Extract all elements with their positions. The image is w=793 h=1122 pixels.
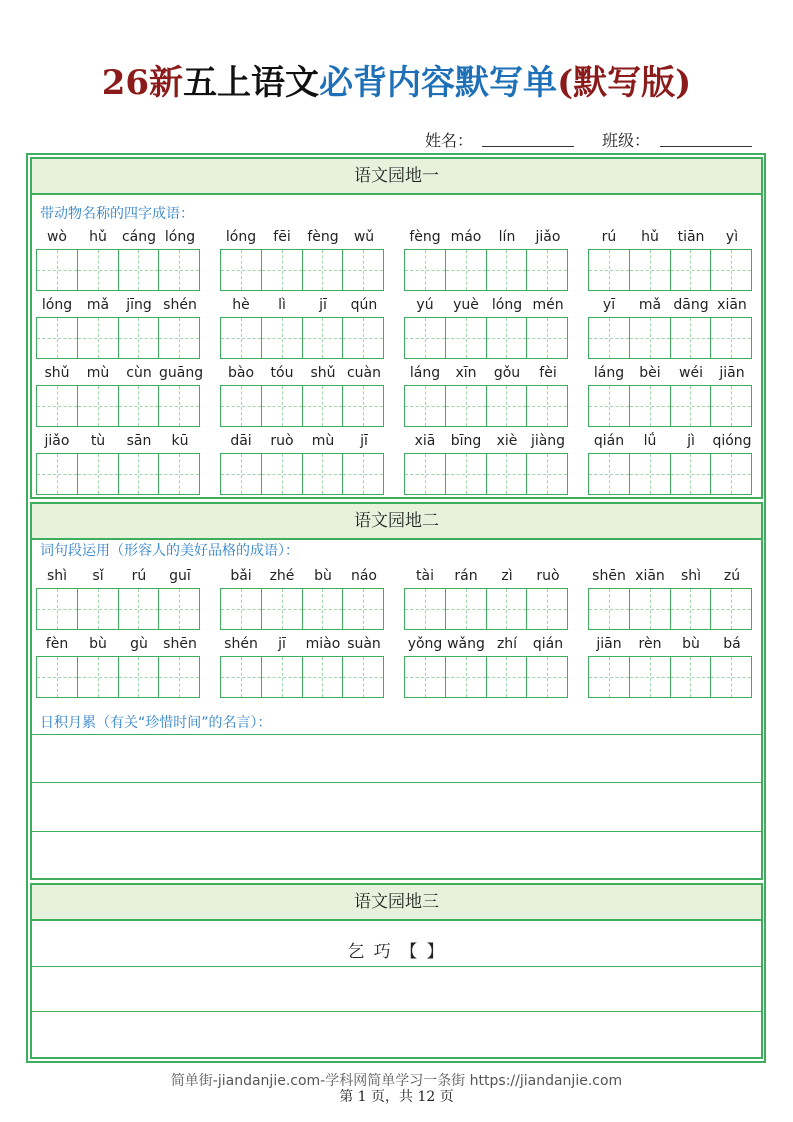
writing-cell[interactable] bbox=[78, 386, 119, 426]
qiqiao-item: 乞 巧 【 】 bbox=[347, 942, 446, 962]
pinyin-syllable: tù bbox=[90, 433, 106, 449]
pinyin-syllable: lóng bbox=[164, 229, 196, 245]
pinyin-syllable: xiè bbox=[496, 433, 518, 449]
writing-cell[interactable] bbox=[487, 250, 528, 290]
tianzige-writing-grid[interactable] bbox=[220, 249, 384, 291]
pinyin-syllable: wǔ bbox=[353, 229, 375, 245]
tianzige-writing-grid[interactable] bbox=[404, 385, 568, 427]
tianzige-writing-grid[interactable] bbox=[588, 453, 752, 495]
writing-cell[interactable] bbox=[159, 318, 199, 358]
writing-cell[interactable] bbox=[159, 454, 199, 494]
tianzige-writing-grid[interactable] bbox=[588, 656, 752, 698]
pinyin-syllable: yǒng bbox=[407, 636, 443, 652]
pinyin-syllable: kū bbox=[171, 433, 189, 449]
writing-cell[interactable] bbox=[589, 318, 630, 358]
pinyin-syllable: bào bbox=[227, 365, 255, 381]
pinyin-syllable: jì bbox=[687, 433, 695, 449]
writing-cell[interactable] bbox=[405, 589, 446, 629]
pinyin-syllable: bù bbox=[682, 636, 700, 652]
pinyin-syllable: fèn bbox=[45, 636, 69, 652]
pinyin-syllable: bù bbox=[89, 636, 107, 652]
pinyin-syllable: miào bbox=[305, 636, 341, 652]
tianzige-writing-grid[interactable] bbox=[36, 656, 200, 698]
tianzige-writing-grid[interactable] bbox=[588, 588, 752, 630]
writing-cell[interactable] bbox=[119, 250, 160, 290]
section-heading: 语文园地二 bbox=[32, 504, 761, 540]
pinyin-syllable: láng bbox=[409, 365, 441, 381]
pinyin-syllable: qián bbox=[593, 433, 625, 449]
tianzige-writing-grid[interactable] bbox=[220, 453, 384, 495]
pinyin-syllable: qióng bbox=[712, 433, 752, 449]
tianzige-writing-grid[interactable] bbox=[588, 385, 752, 427]
pinyin-syllable: cuàn bbox=[346, 365, 382, 381]
writing-cell[interactable] bbox=[78, 657, 119, 697]
pinyin-syllable: wǎng bbox=[447, 636, 485, 652]
tianzige-writing-grid[interactable] bbox=[36, 385, 200, 427]
pinyin-syllable: lóng bbox=[41, 297, 73, 313]
tianzige-writing-grid[interactable] bbox=[220, 656, 384, 698]
pinyin-syllable: tiān bbox=[677, 229, 705, 245]
pinyin-syllable: lì bbox=[278, 297, 286, 313]
pinyin-syllable: tài bbox=[416, 568, 434, 584]
writing-cell[interactable] bbox=[711, 318, 751, 358]
pinyin-syllable: yī bbox=[602, 297, 616, 313]
pinyin-syllable: shǔ bbox=[310, 365, 336, 381]
pinyin-syllable: shēn bbox=[592, 568, 626, 584]
pinyin-syllable: wò bbox=[46, 229, 67, 245]
writing-cell[interactable] bbox=[221, 386, 262, 426]
pinyin-syllable: bù bbox=[314, 568, 332, 584]
pinyin-syllable: lǘ bbox=[643, 433, 657, 449]
writing-cell[interactable] bbox=[711, 589, 751, 629]
writing-cell[interactable] bbox=[487, 454, 528, 494]
writing-cell[interactable] bbox=[37, 657, 78, 697]
pinyin-syllable: lín bbox=[498, 229, 516, 245]
writing-cell[interactable] bbox=[589, 657, 630, 697]
pinyin-syllable: jiàng bbox=[530, 433, 566, 449]
writing-line[interactable] bbox=[32, 782, 761, 783]
tianzige-writing-grid[interactable] bbox=[404, 249, 568, 291]
writing-cell[interactable] bbox=[630, 657, 671, 697]
writing-cell[interactable] bbox=[671, 589, 712, 629]
writing-cell[interactable] bbox=[159, 657, 199, 697]
writing-cell[interactable] bbox=[446, 318, 487, 358]
writing-cell[interactable] bbox=[221, 454, 262, 494]
writing-cell[interactable] bbox=[446, 657, 487, 697]
writing-cell[interactable] bbox=[711, 657, 751, 697]
writing-cell[interactable] bbox=[262, 386, 303, 426]
pinyin-syllable: bǎi bbox=[230, 568, 252, 584]
writing-cell[interactable] bbox=[37, 386, 78, 426]
writing-cell[interactable] bbox=[671, 386, 712, 426]
pinyin-syllable: dāng bbox=[673, 297, 709, 313]
writing-cell[interactable] bbox=[671, 250, 712, 290]
writing-cell[interactable] bbox=[446, 454, 487, 494]
pinyin-syllable: máo bbox=[450, 229, 482, 245]
writing-cell[interactable] bbox=[671, 454, 712, 494]
pinyin-syllable: hè bbox=[232, 297, 250, 313]
writing-cell[interactable] bbox=[159, 250, 199, 290]
tianzige-writing-grid[interactable] bbox=[404, 453, 568, 495]
tianzige-writing-grid[interactable] bbox=[404, 588, 568, 630]
pinyin-syllable: zhé bbox=[269, 568, 295, 584]
pinyin-syllable: shǔ bbox=[44, 365, 70, 381]
tianzige-writing-grid[interactable] bbox=[36, 453, 200, 495]
class-label: 班级： bbox=[602, 131, 651, 150]
student-info-row bbox=[0, 126, 793, 150]
writing-cell[interactable] bbox=[78, 318, 119, 358]
section-yuwen-yuandi-3 bbox=[30, 883, 763, 1059]
pinyin-syllable: rú bbox=[601, 229, 617, 245]
pinyin-syllable: zú bbox=[723, 568, 741, 584]
writing-cell[interactable] bbox=[303, 386, 344, 426]
pinyin-syllable: gù bbox=[130, 636, 148, 652]
writing-cell[interactable] bbox=[527, 386, 567, 426]
section-yuwen-yuandi-1 bbox=[30, 157, 763, 499]
pinyin-syllable: wéi bbox=[679, 365, 703, 381]
writing-cell[interactable] bbox=[37, 454, 78, 494]
writing-cell[interactable] bbox=[119, 318, 160, 358]
pinyin-syllable: fèng bbox=[307, 229, 339, 245]
writing-cell[interactable] bbox=[37, 589, 78, 629]
writing-line[interactable] bbox=[32, 1011, 761, 1012]
writing-cell[interactable] bbox=[589, 386, 630, 426]
pinyin-syllable: mù bbox=[86, 365, 110, 381]
writing-cell[interactable] bbox=[527, 657, 567, 697]
pinyin-syllable: yì bbox=[725, 229, 739, 245]
writing-cell[interactable] bbox=[221, 250, 262, 290]
pinyin-syllable: bèi bbox=[639, 365, 661, 381]
writing-cell[interactable] bbox=[343, 250, 383, 290]
writing-cell[interactable] bbox=[527, 250, 567, 290]
tianzige-writing-grid[interactable] bbox=[588, 317, 752, 359]
writing-cell[interactable] bbox=[589, 454, 630, 494]
writing-cell[interactable] bbox=[221, 589, 262, 629]
pinyin-syllable: cùn bbox=[126, 365, 152, 381]
section-yuwen-yuandi-2 bbox=[30, 502, 763, 880]
pinyin-syllable: xīn bbox=[455, 365, 477, 381]
pinyin-syllable: mén bbox=[532, 297, 564, 313]
pinyin-syllable: rú bbox=[131, 568, 147, 584]
writing-line[interactable] bbox=[32, 831, 761, 832]
title-part-2: 五上语文 bbox=[183, 63, 320, 103]
writing-cell[interactable] bbox=[711, 454, 751, 494]
writing-cell[interactable] bbox=[711, 250, 751, 290]
writing-cell[interactable] bbox=[119, 386, 160, 426]
writing-cell[interactable] bbox=[405, 250, 446, 290]
writing-cell[interactable] bbox=[487, 318, 528, 358]
pinyin-syllable: zhí bbox=[496, 636, 518, 652]
writing-line[interactable] bbox=[32, 734, 761, 735]
tianzige-writing-grid[interactable] bbox=[220, 317, 384, 359]
pinyin-syllable: guāng bbox=[159, 365, 204, 381]
pinyin-syllable: yuè bbox=[453, 297, 479, 313]
writing-cell[interactable] bbox=[159, 589, 199, 629]
writing-cell[interactable] bbox=[221, 657, 262, 697]
pinyin-syllable: xiān bbox=[635, 568, 665, 584]
writing-cell[interactable] bbox=[303, 657, 344, 697]
pinyin-syllable: sǐ bbox=[92, 568, 104, 584]
writing-cell[interactable] bbox=[487, 386, 528, 426]
pinyin-syllable: xiā bbox=[414, 433, 436, 449]
title-part-3: 必背内容默写单 bbox=[319, 63, 558, 103]
section-subtitle: 词句段运用（形容人的美好品格的成语）： bbox=[40, 543, 299, 559]
writing-cell[interactable] bbox=[221, 318, 262, 358]
name-field[interactable] bbox=[482, 146, 574, 147]
pinyin-syllable: qián bbox=[532, 636, 564, 652]
title-part-4: (默写版) bbox=[557, 63, 692, 103]
pinyin-syllable: shì bbox=[680, 568, 702, 584]
pinyin-syllable: rèn bbox=[638, 636, 662, 652]
pinyin-syllable: shén bbox=[224, 636, 258, 652]
writing-cell[interactable] bbox=[119, 657, 160, 697]
writing-cell[interactable] bbox=[446, 589, 487, 629]
class-field[interactable] bbox=[660, 146, 752, 147]
pinyin-syllable: jiān bbox=[719, 365, 745, 381]
tianzige-writing-grid[interactable] bbox=[404, 656, 568, 698]
writing-cell[interactable] bbox=[630, 386, 671, 426]
pinyin-syllable: bīng bbox=[450, 433, 482, 449]
tianzige-writing-grid[interactable] bbox=[36, 249, 200, 291]
tianzige-writing-grid[interactable] bbox=[36, 588, 200, 630]
page-title bbox=[0, 58, 793, 108]
writing-cell[interactable] bbox=[303, 589, 344, 629]
writing-cell[interactable] bbox=[262, 318, 303, 358]
pinyin-syllable: shēn bbox=[163, 636, 197, 652]
pinyin-syllable: fèng bbox=[409, 229, 441, 245]
pinyin-syllable: ruò bbox=[270, 433, 294, 449]
pinyin-syllable: zì bbox=[501, 568, 513, 584]
writing-cell[interactable] bbox=[487, 657, 528, 697]
section-heading: 语文园地一 bbox=[32, 159, 761, 195]
title-part-1: 26新 bbox=[101, 63, 184, 103]
pinyin-syllable: ruò bbox=[536, 568, 560, 584]
name-label: 姓名： bbox=[425, 131, 474, 150]
writing-cell[interactable] bbox=[343, 454, 383, 494]
writing-cell[interactable] bbox=[711, 386, 751, 426]
writing-cell[interactable] bbox=[262, 657, 303, 697]
pinyin-syllable: shì bbox=[46, 568, 68, 584]
section-subtitle-2: 日积月累（有关“珍惜时间”的名言）： bbox=[40, 715, 272, 731]
writing-cell[interactable] bbox=[343, 589, 383, 629]
writing-cell[interactable] bbox=[78, 454, 119, 494]
pinyin-syllable: gǒu bbox=[493, 365, 521, 381]
writing-cell[interactable] bbox=[262, 250, 303, 290]
pinyin-syllable: cáng bbox=[121, 229, 157, 245]
writing-cell[interactable] bbox=[343, 318, 383, 358]
writing-cell[interactable] bbox=[527, 318, 567, 358]
pinyin-syllable: dāi bbox=[230, 433, 252, 449]
pinyin-syllable: jiǎo bbox=[44, 433, 70, 449]
pinyin-syllable: lóng bbox=[225, 229, 257, 245]
pinyin-syllable: hǔ bbox=[641, 229, 659, 245]
writing-cell[interactable] bbox=[37, 318, 78, 358]
pinyin-syllable: yú bbox=[416, 297, 434, 313]
pinyin-syllable: lóng bbox=[491, 297, 523, 313]
writing-cell[interactable] bbox=[671, 318, 712, 358]
writing-cell[interactable] bbox=[119, 589, 160, 629]
writing-cell[interactable] bbox=[589, 250, 630, 290]
tianzige-writing-grid[interactable] bbox=[220, 385, 384, 427]
writing-cell[interactable] bbox=[303, 318, 344, 358]
writing-cell[interactable] bbox=[446, 386, 487, 426]
writing-cell[interactable] bbox=[671, 657, 712, 697]
pinyin-syllable: jī bbox=[319, 297, 327, 313]
writing-cell[interactable] bbox=[262, 589, 303, 629]
pinyin-syllable: xiān bbox=[717, 297, 747, 313]
pinyin-syllable: shén bbox=[163, 297, 197, 313]
section-subtitle: 带动物名称的四字成语： bbox=[40, 206, 194, 222]
section-heading: 语文园地三 bbox=[32, 885, 761, 921]
pinyin-syllable: suàn bbox=[347, 636, 381, 652]
pinyin-syllable: guī bbox=[169, 568, 191, 584]
writing-cell[interactable] bbox=[37, 250, 78, 290]
footer-source: 简单街-jiandanjie.com-学科网简单学习一条街 https://jiandanjie.com bbox=[170, 1073, 623, 1089]
writing-cell[interactable] bbox=[78, 250, 119, 290]
pinyin-syllable: sān bbox=[126, 433, 152, 449]
pinyin-syllable: mǎ bbox=[86, 297, 110, 313]
pinyin-syllable: jīng bbox=[126, 297, 152, 313]
writing-cell[interactable] bbox=[630, 250, 671, 290]
pinyin-syllable: fèi bbox=[539, 365, 557, 381]
writing-cell[interactable] bbox=[405, 454, 446, 494]
writing-cell[interactable] bbox=[630, 454, 671, 494]
pinyin-syllable: jiǎo bbox=[535, 229, 561, 245]
writing-cell[interactable] bbox=[630, 318, 671, 358]
pinyin-syllable: fēi bbox=[273, 229, 291, 245]
writing-cell[interactable] bbox=[630, 589, 671, 629]
pinyin-syllable: jī bbox=[360, 433, 368, 449]
writing-cell[interactable] bbox=[405, 386, 446, 426]
writing-cell[interactable] bbox=[343, 386, 383, 426]
pinyin-syllable: mǎ bbox=[638, 297, 662, 313]
writing-cell[interactable] bbox=[589, 589, 630, 629]
pinyin-syllable: mù bbox=[311, 433, 335, 449]
pinyin-syllable: jiān bbox=[596, 636, 622, 652]
tianzige-writing-grid[interactable] bbox=[36, 317, 200, 359]
writing-cell[interactable] bbox=[78, 589, 119, 629]
tianzige-writing-grid[interactable] bbox=[588, 249, 752, 291]
pinyin-syllable: tóu bbox=[270, 365, 294, 381]
tianzige-writing-grid[interactable] bbox=[220, 588, 384, 630]
writing-cell[interactable] bbox=[446, 250, 487, 290]
writing-cell[interactable] bbox=[405, 318, 446, 358]
writing-cell[interactable] bbox=[487, 589, 528, 629]
pinyin-syllable: hǔ bbox=[89, 229, 107, 245]
writing-line[interactable] bbox=[32, 966, 761, 967]
writing-cell[interactable] bbox=[343, 657, 383, 697]
footer-page-number: 第 1 页，共 12 页 bbox=[339, 1089, 454, 1105]
pinyin-syllable: náo bbox=[350, 568, 378, 584]
pinyin-syllable: rán bbox=[454, 568, 478, 584]
writing-cell[interactable] bbox=[119, 454, 160, 494]
writing-cell[interactable] bbox=[303, 454, 344, 494]
pinyin-syllable: bá bbox=[723, 636, 741, 652]
pinyin-syllable: láng bbox=[593, 365, 625, 381]
writing-cell[interactable] bbox=[159, 386, 199, 426]
writing-cell[interactable] bbox=[527, 454, 567, 494]
writing-cell[interactable] bbox=[527, 589, 567, 629]
writing-cell[interactable] bbox=[303, 250, 344, 290]
pinyin-syllable: qún bbox=[350, 297, 378, 313]
pinyin-syllable: jī bbox=[278, 636, 286, 652]
writing-cell[interactable] bbox=[262, 454, 303, 494]
writing-cell[interactable] bbox=[405, 657, 446, 697]
tianzige-writing-grid[interactable] bbox=[404, 317, 568, 359]
